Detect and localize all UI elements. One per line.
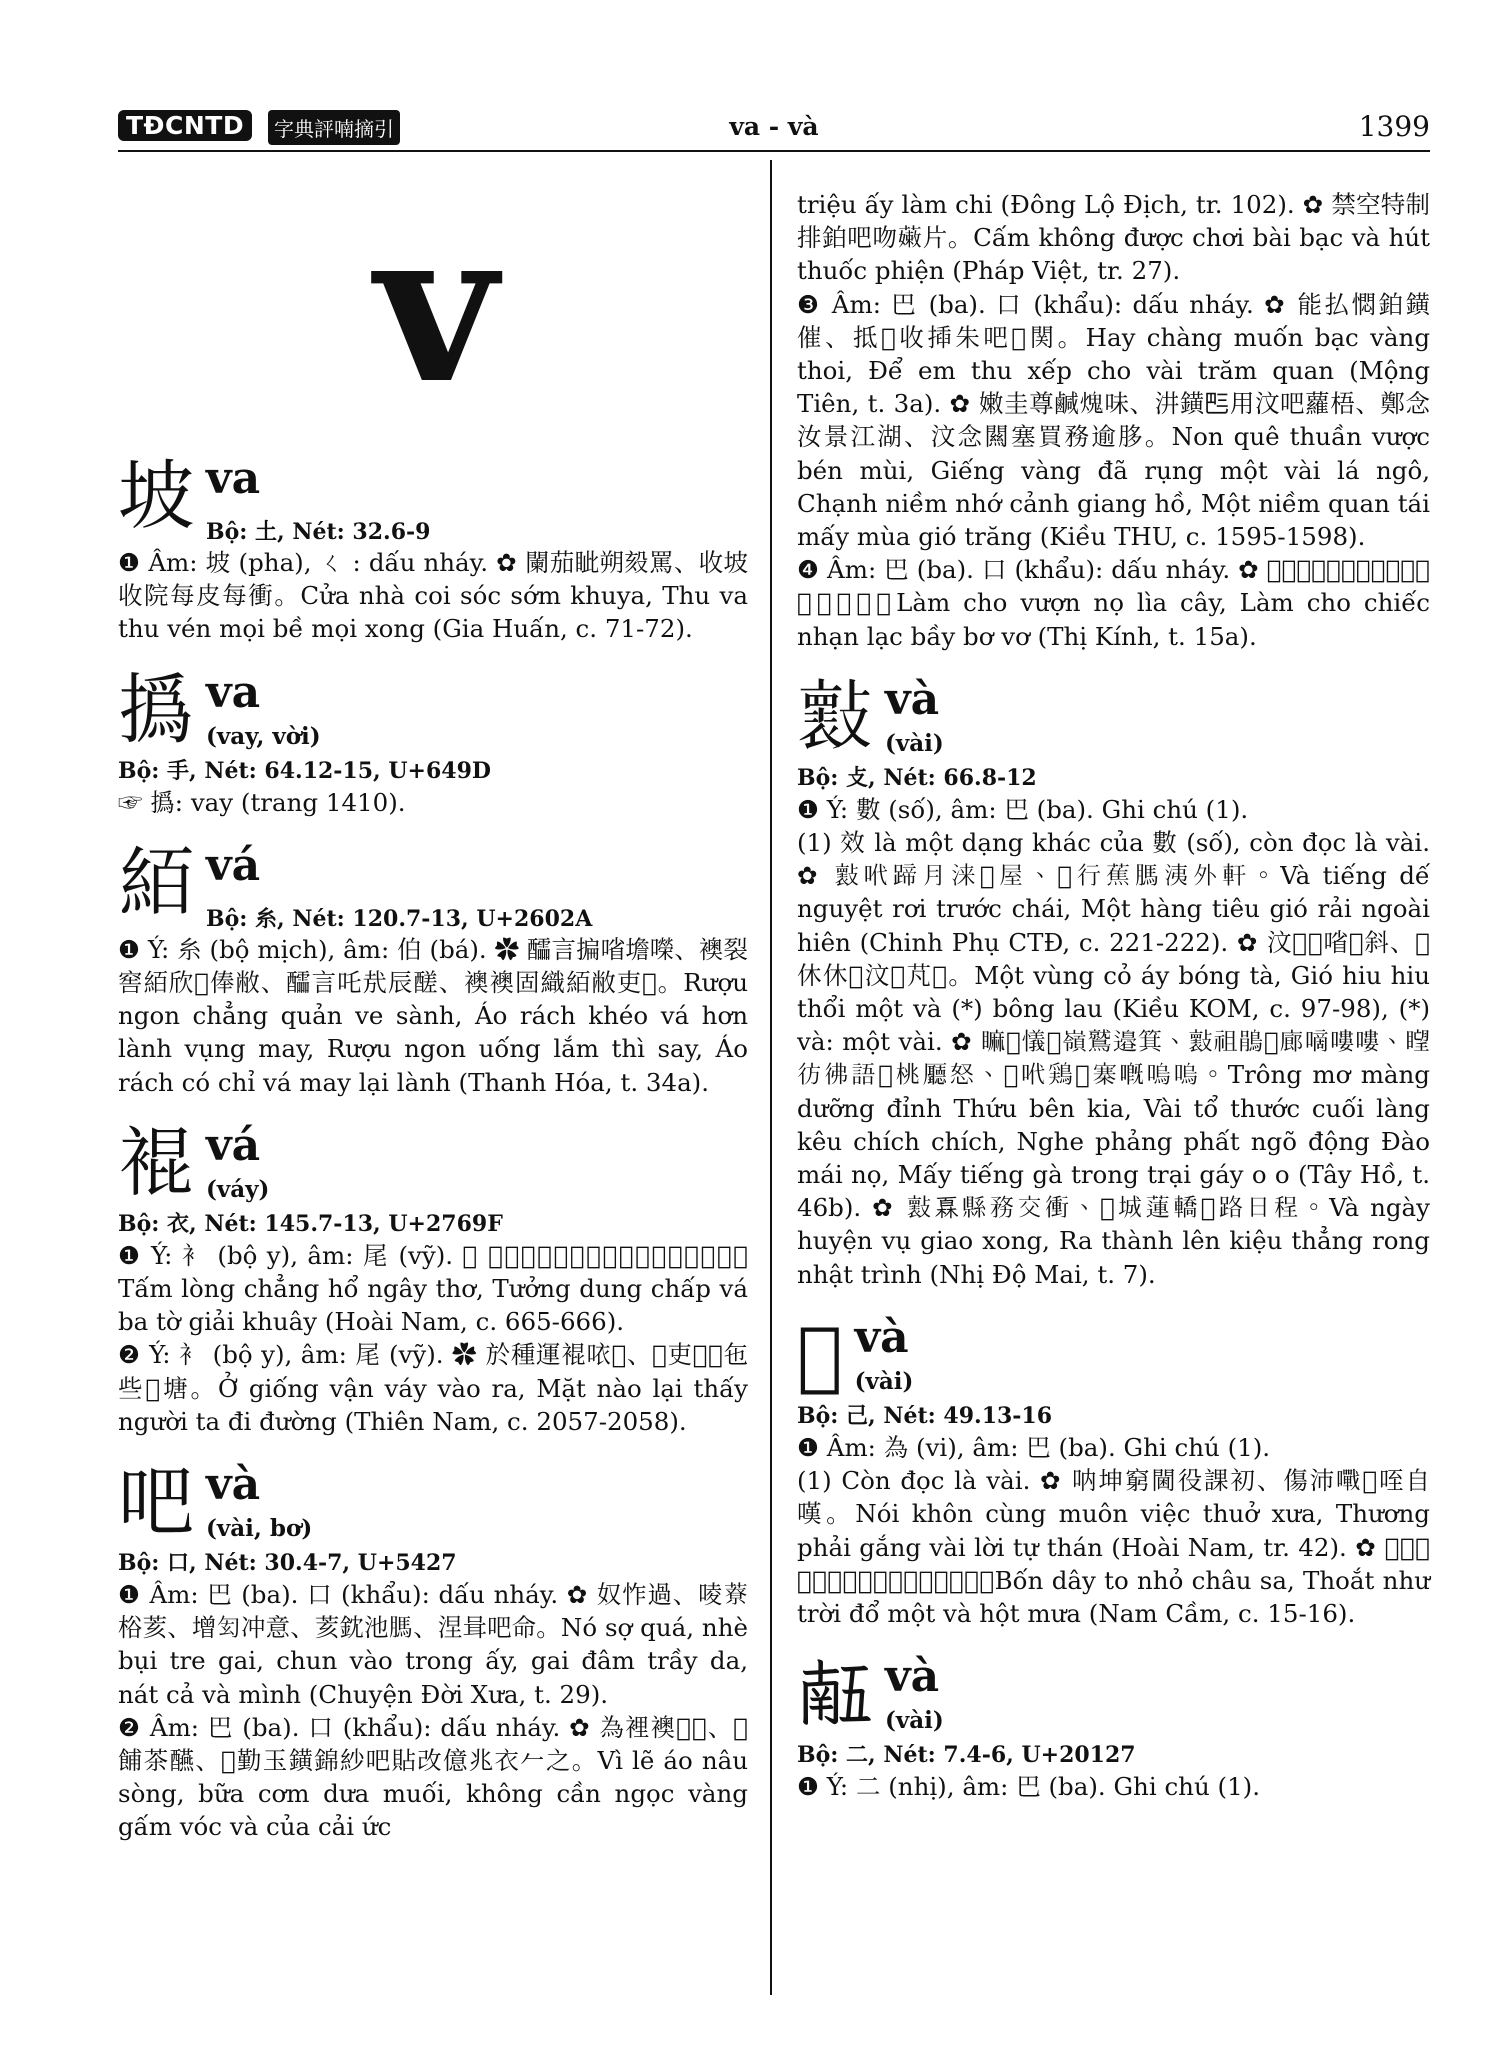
entry-va-7 xyxy=(797,1309,1430,1630)
reading-variants: (váy) xyxy=(206,1175,270,1203)
reading-variants: (vài) xyxy=(885,1707,944,1735)
headword: và xyxy=(854,1311,909,1363)
running-head: va - và xyxy=(729,112,819,141)
sense-1: ❶ Ý: 二 (nhị), âm: 巴 (ba). Ghi chú (1). xyxy=(797,1772,1260,1802)
entry-head xyxy=(118,664,748,756)
entry-head xyxy=(797,671,1430,763)
note-1: (1) Còn đọc là vài. ✿ 呐坤窮閫役課初、傷沛𡃹𠯽咥自嘆。Nói khôn cùng muôn việc thuở xưa, Thương phải gắng vài lời tự thán (Hoài Nam, tr. 42). ✿ 𡗉𦀊蘇𨉓珠沙、脫如𡗶靚蔑𠯽紇霜。Bốn dây to nhỏ châu sa, Thoắt như trời đổ một và hột mưa (Nam Cầm, c. 15-16). xyxy=(797,1466,1430,1628)
headword-character: 撝 xyxy=(118,664,194,754)
radical-strokes: Bộ: 糸, Nét: 120.7-13, U+2602A xyxy=(206,905,593,932)
sense-1: ❶ Âm: 坡 (pha), ㄑ : dấu nháy. ✿ 闌茄眦朔㱾罵、收坡收院每皮每衝。Cửa nhà coi sóc sớm khuya, Thu va thu vén mọi bề mọi xong (Gia Huấn, c. 71-72). xyxy=(118,548,748,644)
headword: vá xyxy=(206,839,261,891)
headword: vá xyxy=(206,1119,261,1171)
right-column xyxy=(797,188,1430,1803)
entry-head xyxy=(118,1117,748,1209)
radical-strokes: Bộ: 口, Nét: 30.4-7, U+5427 xyxy=(118,1550,457,1577)
headword-character: 吧 xyxy=(118,1457,194,1547)
entry-va-2 xyxy=(118,664,748,819)
section-letter: v xyxy=(374,183,492,430)
entry-va-1 xyxy=(118,450,748,646)
sense-1: ❶ Ý: 數 (số), âm: 巴 (ba). Ghi chú (1). xyxy=(797,794,1249,824)
headword-character: 𣀤 xyxy=(797,671,873,761)
entry-va-5 xyxy=(118,1456,748,1844)
entry-head xyxy=(118,1456,748,1548)
headword-character: 𠯽 xyxy=(797,1309,843,1399)
entry-head xyxy=(797,1648,1430,1740)
sense-3: ❸ Âm: 巴 (ba). 口 (khẩu): dấu nháy. ✿ 能払㦖鉑鐄催、抵𡛔收揷朱吧𤾓関。Hay chàng muốn bạc vàng thoi, Để em thu xếp cho vài trăm quan (Mộng Tiên, t. 3a). ✿ 嫩圭尊鹹𤌋味、汫鐄𠀧用汶吧蘿梧、鄭念汝景江湖、汶念闗塞買務逾䏧。Non quê thuần vược bén mùi, Giếng vàng đã rụng một vài lá ngô, Chạnh niềm nhớ cảnh giang hồ, Một niềm quan tái mấy mùa gió trăng (Kiều THU, c. 1595-1598). xyxy=(797,289,1430,552)
radical-strokes: Bộ: 土, Nét: 32.6-9 xyxy=(206,519,431,545)
reading-variants: (vài) xyxy=(854,1367,914,1395)
entry-head xyxy=(118,837,748,933)
entry-head xyxy=(118,450,748,546)
entry-va-6 xyxy=(797,671,1430,1291)
sense-1: ❶ Âm: 為 (vi), âm: 巴 (ba). Ghi chú (1). xyxy=(797,1432,1271,1462)
headword: va xyxy=(206,453,261,504)
reading-variants: (vài, bơ) xyxy=(206,1515,313,1543)
sense-2: ❷ Ý: 衤 (bộ y), âm: 尾 (vỹ). ✿ 於種運裩𠲖𡗶、𢧚吏𠊚𩂏㐌些𨀈塘。Ở giống vận váy vào ra, Mặt nào lại thấy người ta đi đường (Thiên Nam, c. 2057-2058). xyxy=(118,1340,748,1436)
column-divider xyxy=(770,160,772,1995)
entry-va-4 xyxy=(118,1117,748,1438)
sense-1: ❶ Ý: 衤 (bộ y), âm: 尾 (vỹ). ✿ 𢚸悉拯虎癡疎、想溶執裩𢀭詞解𠄩。Tấm lòng chẳng hổ ngây thơ, Tưởng dung chấp vá ba tờ giải khuây (Hoài Nam, c. 665-666). xyxy=(118,1240,748,1337)
radical-strokes: Bộ: 衣, Nét: 145.7-13, U+2769F xyxy=(118,1210,503,1237)
headword: và xyxy=(885,673,940,725)
radical-strokes: Bộ: 手, Nét: 64.12-15, U+649D xyxy=(118,757,491,784)
headword-character: 裩 xyxy=(118,1117,194,1207)
radical-strokes: Bộ: 攴, Nét: 66.8-12 xyxy=(797,764,1037,791)
reading-variants: (vài) xyxy=(885,729,944,757)
note-1: (1) 效 là một dạng khác của 數 (số), còn đọc là vài. ✿ 𣀤𠰺蹄月涞𨴦屋、𠀲行蕉𦟐洟外軒。Và tiếng dế nguyệt rơi trước chái, Một hàng tiêu gió rải ngoài hiên (Chinh Phụ CTĐ, c. 221-222). ✿ 汶𡎝𦹵㗂𡗉斜、𢧚休休𣋚汶𣀤芃𦲺。Một vùng cỏ áy bóng tà, Gió hiu hiu thổi một và (*) bông lau (Kiều KOM, c. 97-98), (*) và: một vài. ✿ 𥊚𤍶𢣂𧼋嶺鷲邉箕、𣀤祖鵑𨀈廊嘀嘍嘍、𥊛彷彿語𡶀桃㕔怒、𠅒𠰺鶏𨉟寨嘅嗚嗚。Trông mơ màng dưỡng đỉnh Thứu bên kia, Vài tổ thước cuối làng kêu chích chích, Nghe phảng phất ngõ động Đào mái nọ, Mấy tiếng gà trong trại gáy o o (Tây Hồ, t. 46b). ✿ 𣀤𤾓縣務交衝、𠓨城蓮轎𨁪路日程。Và ngày huyện vụ giao xong, Ra thành lên kiệu thẳng rong nhật trình (Nhị Độ Mai, t. 7). xyxy=(797,828,1430,1289)
entry-va-3 xyxy=(118,837,748,1099)
radical-strokes: Bộ: 己, Nét: 49.13-16 xyxy=(797,1402,1053,1429)
headword-character: 𠄼 xyxy=(797,1649,873,1739)
sense-1: ❶ Âm: 巴 (ba). 口 (khẩu): dấu nháy. ✿ 奴怍過、㖫𦼔㭲荄、增𠣖冲意、荄鈂池𦟐、涅咠吧命。Nó sợ quá, nhè bụi tre gai, chun vào trong ấy, gai đâm trầy da, nát cả và mình (Chuyện Đời Xưa, t. 29). xyxy=(118,1580,748,1709)
radical-strokes: Bộ: 二, Nét: 7.4-6, U+20127 xyxy=(797,1742,1136,1769)
headword: và xyxy=(885,1651,940,1703)
entry-head xyxy=(797,1309,1430,1401)
entry-va-8 xyxy=(797,1648,1430,1803)
page-number: 1399 xyxy=(1358,110,1430,143)
sense-2: ❷ Âm: 巴 (ba). 口 (khẩu): dấu nháy. ✿ 為裡襖𦲿𦬑、𩛂餔茶醼、𡧲勤玉鐄錦紗吧貼改億兆衣𠂉之。Vì lẽ áo nâu sòng, bữa cơm dưa muối, không cần ngọc vàng gấm vóc và của cải ức xyxy=(118,1712,748,1842)
cross-reference: ☞ 撝: vay (trang 1410). xyxy=(118,787,406,817)
sense-1: ❶ Ý: 糸 (bộ mịch), âm: 伯 (bá). ✿ 醽言揙㗂㙴㘇、襖裂窖絔欣𨫊俸敝、醽言吒㢤辰醝、襖襖固織絔敝吏𨫊。Rượu ngon chẳng quản ve sành, Áo rách khéo vá hơn lành vụng may, Rượu ngon uống lắm thì say, Áo rách có chỉ vá may lại lành (Thanh Hóa, t. 34a). xyxy=(118,934,748,1097)
headword: và xyxy=(206,1459,261,1511)
page-header xyxy=(118,104,1430,152)
dictionary-nom-logo: 字典評喃摘引 xyxy=(268,110,400,145)
headword: va xyxy=(206,666,261,718)
headword-character: 絔 xyxy=(118,837,194,927)
sense-4: ❹ Âm: 巴 (ba). 口 (khẩu): dấu nháy. ✿ 𠂶朱猿怒離核、𠂶朱隻鴈落排吧嗚。Làm cho vượn nọ lìa cây, Làm cho chiếc nhạn lạc bầy bơ vơ (Thị Kính, t. 15a). xyxy=(797,555,1430,651)
reading-variants: (vay, vời) xyxy=(206,722,321,750)
sense-2-continued: triệu ấy làm chi (Đông Lộ Địch, tr. 102). ✿ 禁空特制排鉑吧吻𧀒片。Cấm không được chơi bài bạc và hút thuốc phiện (Pháp Việt, tr. 27). xyxy=(797,190,1430,286)
headword-character: 坡 xyxy=(118,451,194,540)
left-column xyxy=(118,183,748,1844)
dictionary-logo: TĐCNTD xyxy=(118,110,252,141)
